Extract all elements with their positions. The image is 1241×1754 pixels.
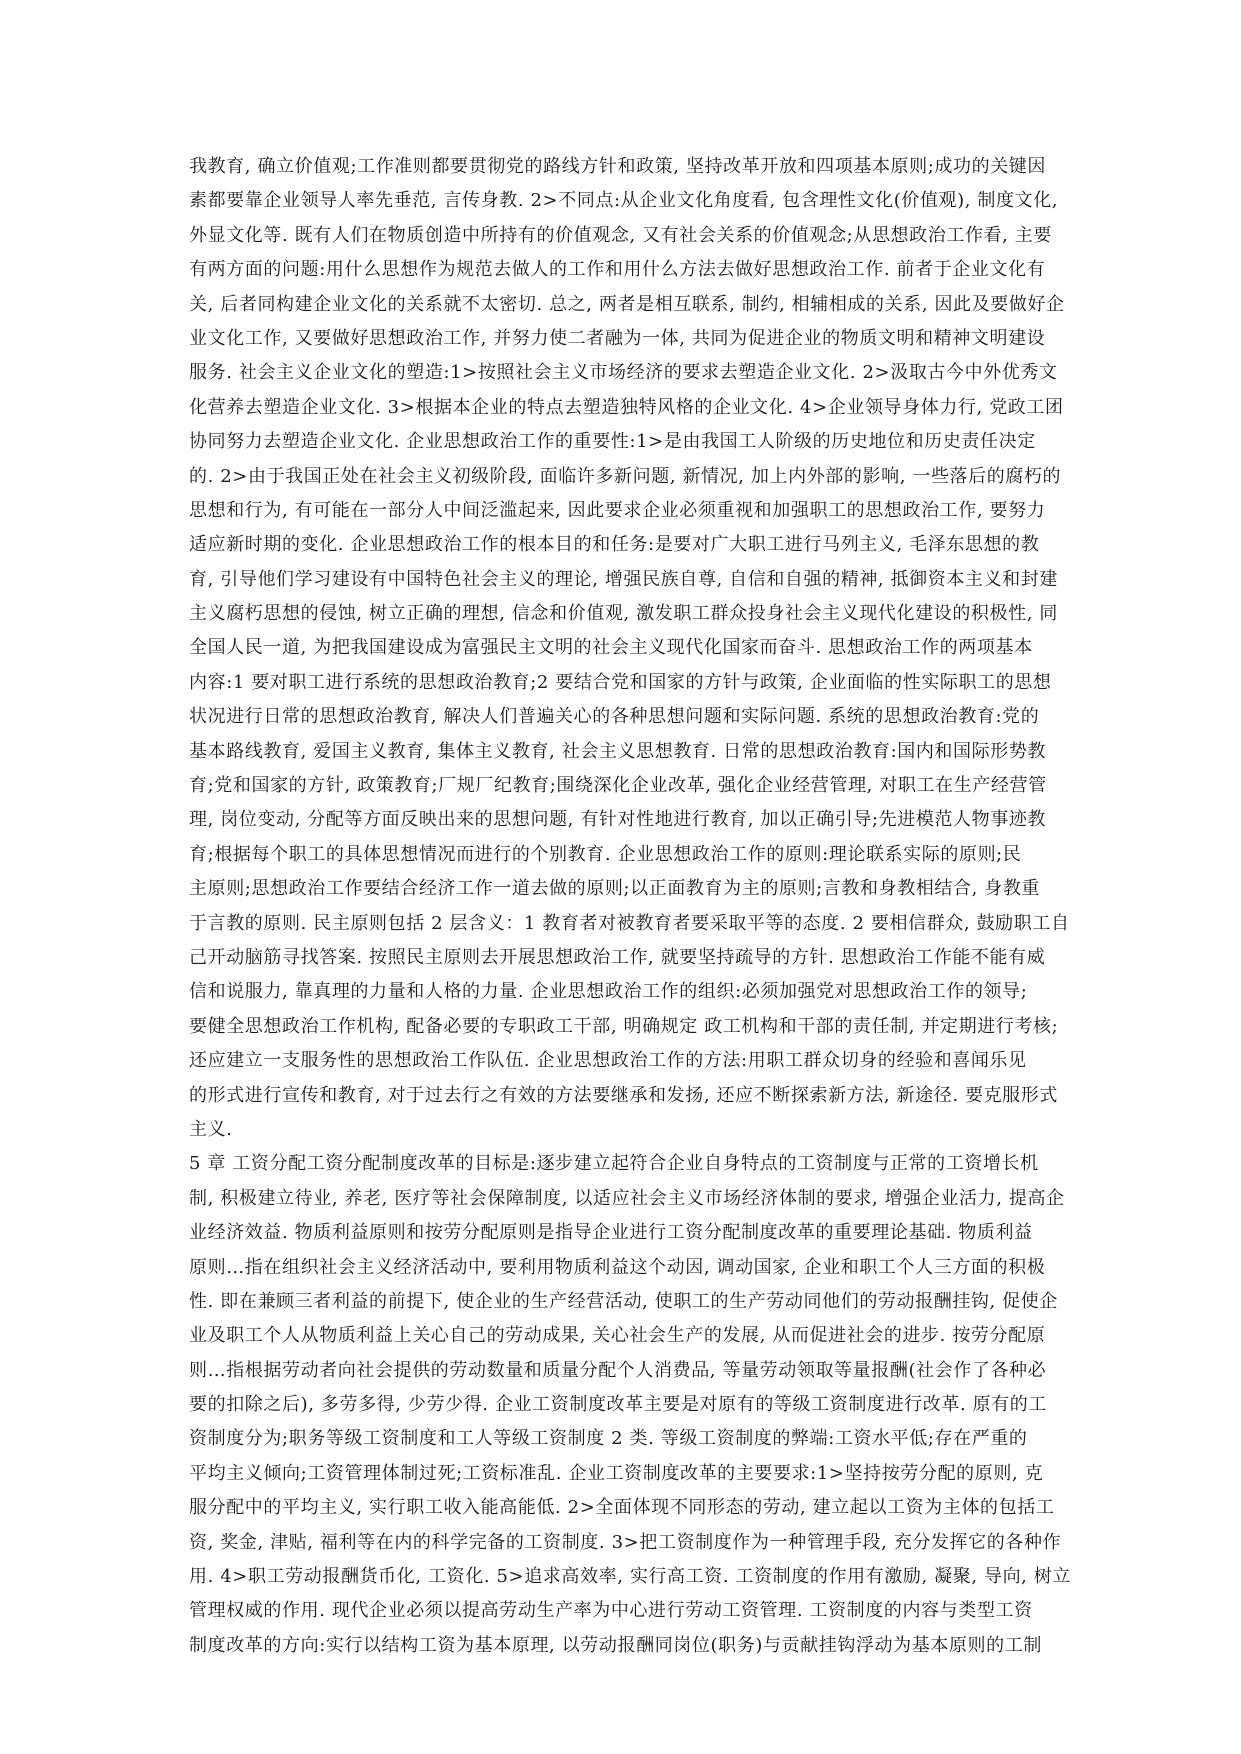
- paragraph-1-line: 的. 2>由于我国正处在社会主义初级阶段, 面临许多新问题, 新情况, 加上内外部的影响, 一些落后的腐朽的: [189, 465, 1062, 487]
- paragraph-1-line: 育;党和国家的方针, 政策教育;厂规厂纪教育;围绕深化企业改革, 强化企业经营管理, 对职工在生产经营管: [189, 775, 1047, 797]
- paragraph-2-line: 平均主义倾向;工资管理体制过死;工资标准乱. 企业工资制度改革的主要要求:1>坚持按劳分配的原则, 克: [189, 1462, 1044, 1484]
- paragraph-2-line: 性. 即在兼顾三者利益的前提下, 使企业的生产经营活动, 使职工的生产劳动同他们的劳动报酬挂钩, 促使企: [189, 1290, 1058, 1312]
- paragraph-2-line: 制度改革的方向:实行以结构工资为基本原理, 以劳动报酬同岗位(职务)与贡献挂钩浮动为基本原则的工制: [189, 1634, 1042, 1656]
- paragraph-2-line: 业经济效益. 物质利益原则和按劳分配原则是指导企业进行工资分配制度改革的重要理论基础. 物质利益: [189, 1222, 1033, 1244]
- paragraph-1-line: 有两方面的问题:用什么思想作为规范去做人的工作和用什么方法去做好思想政治工作. 前者于企业文化有: [189, 259, 1046, 281]
- paragraph-1-line: 适应新时期的变化. 企业思想政治工作的根本目的和任务:是要对广大职工进行马列主义, 毛泽东思想的教: [189, 534, 1040, 556]
- paragraph-1-line: 主义.: [189, 1118, 233, 1140]
- paragraph-1-line: 服务. 社会主义企业文化的塑造:1>按照社会主义市场经济的要求去塑造企业文化. 2>汲取古今中外优秀文: [189, 362, 1058, 384]
- paragraph-2-line: 则…指根据劳动者向社会提供的劳动数量和质量分配个人消费品, 等量劳动领取等量报酬(社会作了各种必: [189, 1359, 1047, 1381]
- paragraph-2-line: 管理权威的作用. 现代企业必须以提高劳动生产率为中心进行劳动工资管理. 工资制度的内容与类型工资: [189, 1600, 1033, 1622]
- paragraph-2-line: 要的扣除之后), 多劳多得, 少劳少得. 企业工资制度改革主要是对原有的等级工资制度进行改革. 原有的工: [189, 1394, 1047, 1416]
- paragraph-1-line: 要健全思想政治工作机构, 配备必要的专职政工干部, 明确规定 政工机构和干部的责任制, 并定期进行考核;: [189, 1015, 1059, 1037]
- paragraph-1-line: 于言教的原则. 民主原则包括 2 层含义：1 教育者对被教育者要采取平等的态度. 2 要相信群众, 鼓励职工自: [189, 912, 1070, 934]
- paragraph-1-line: 外显文化等. 既有人们在物质创造中所持有的价值观念, 又有社会关系的价值观念;从思想政治工作看, 主要: [189, 224, 1052, 246]
- paragraph-1-line: 思想和行为, 有可能在一部分人中间泛滥起来, 因此要求企业必须重视和加强职工的思想政治工作, 要努力: [189, 499, 1046, 521]
- paragraph-1-line: 化营养去塑造企业文化. 3>根据本企业的特点去塑造独特风格的企业文化. 4>企业领导身体力行, 党政工团: [189, 396, 1064, 418]
- paragraph-1-line: 协同努力去塑造企业文化. 企业思想政治工作的重要性:1>是由我国工人阶级的历史地位和历史责任决定: [189, 431, 1036, 453]
- paragraph-1-line: 状况进行日常的思想政治教育, 解决人们普遍关心的各种思想问题和实际问题. 系统的思想政治教育:党的: [189, 706, 1040, 728]
- paragraph-1-line: 还应建立一支服务性的思想政治工作队伍. 企业思想政治工作的方法:用职工群众切身的经验和喜闻乐见: [189, 1050, 1027, 1072]
- paragraph-1-line: 内容:1 要对职工进行系统的思想政治教育;2 要结合党和国家的方针与政策, 企业面临的性实际职工的思想: [189, 671, 1052, 693]
- paragraph-2-line: 服分配中的平均主义, 实行职工收入能高能低. 2>全面体现不同形态的劳动, 建立起以工资为主体的包括工: [189, 1497, 1055, 1519]
- paragraph-1-line: 主义腐朽思想的侵蚀, 树立正确的理想, 信念和价值观, 激发职工群众投身社会主义现代化建设的积极性, 同: [189, 603, 1058, 625]
- paragraph-2-line: 业及职工个人从物质利益上关心自己的劳动成果, 关心社会生产的发展, 从而促进社会的进步. 按劳分配原: [189, 1325, 1046, 1347]
- paragraph-2-line: 资, 奖金, 津贴, 福利等在内的科学完备的工资制度. 3>把工资制度作为一种管理手段, 充分发挥它的各种作: [189, 1531, 1062, 1553]
- paragraph-1-line: 素都要靠企业领导人率先垂范, 言传身教. 2>不同点:从企业文化角度看, 包含理性文化(价值观), 制度文化,: [189, 190, 1059, 212]
- paragraph-1-line: 信和说服力, 靠真理的力量和人格的力量. 企业思想政治工作的组织:必须加强党对思想政治工作的领导;: [189, 981, 1028, 1003]
- paragraph-1-line: 主原则;思想政治工作要结合经济工作一道去做的原则;以正面教育为主的原则;言教和身教相结合, 身教重: [189, 878, 1041, 900]
- paragraph-1-line: 我教育, 确立价值观;工作准则都要贯彻党的路线方针和政策, 坚持改革开放和四项基本原则;成功的关键因: [189, 156, 1047, 177]
- paragraph-1-line: 业文化工作, 又要做好思想政治工作, 并努力使二者融为一体, 共同为促进企业的物质文明和精神文明建设: [189, 327, 1046, 349]
- paragraph-2-line: 资制度分为;职务等级工资制度和工人等级工资制度 2 类. 等级工资制度的弊端:工资水平低;存在严重的: [189, 1428, 1028, 1450]
- paragraph-1-line: 的形式进行宣传和教育, 对于过去行之有效的方法要继承和发扬, 还应不断探索新方法, 新途径. 要克服形式: [189, 1084, 1058, 1106]
- paragraph-1-line: 己开动脑筋寻找答案. 按照民主原则去开展思想政治工作, 就要坚持疏导的方针. 思想政治工作能不能有威: [189, 946, 1046, 968]
- paragraph-1-line: 关, 后者同构建企业文化的关系就不太密切. 总之, 两者是相互联系, 制约, 相辅相成的关系, 因此及要做好企: [189, 293, 1065, 315]
- document-page: [189, 150, 1072, 1663]
- paragraph-1-line: 育, 引导他们学习建设有中国特色社会主义的理论, 增强民族自尊, 自信和自强的精神, 抵御资本主义和封建: [189, 568, 1058, 590]
- paragraph-1-line: 理, 岗位变动, 分配等方面反映出来的思想问题, 有针对性地进行教育, 加以正确引导;先进模范人物事迹教: [189, 809, 1047, 831]
- paragraph-1-line: 全国人民一道, 为把我国建设成为富强民主文明的社会主义现代化国家而奋斗. 思想政治工作的两项基本: [189, 637, 1033, 659]
- paragraph-1: [189, 150, 1069, 1147]
- paragraph-2-line: 制, 积极建立待业, 养老, 医疗等社会保障制度, 以适应社会主义市场经济体制的要求, 增强企业活力, 提高企: [189, 1187, 1065, 1209]
- paragraph-1-line: 育;根据每个职工的具体思想情况而进行的个别教育. 企业思想政治工作的原则:理论联系实际的原则;民: [189, 843, 1022, 865]
- paragraph-2-line: 原则…指在组织社会主义经济活动中, 要利用物质利益这个动因, 调动国家, 企业和职工个人三方面的积极: [189, 1256, 1046, 1278]
- paragraph-1-line: 基本路线教育, 爱国主义教育, 集体主义教育, 社会主义思想教育. 日常的思想政治教育:国内和国际形势教: [189, 740, 1047, 762]
- paragraph-2-line: 用. 4>职工劳动报酬货币化, 工资化. 5>追求高效率, 实行高工资. 工资制度的作用有激励, 凝聚, 导向, 树立: [189, 1566, 1072, 1588]
- paragraph-2: [189, 1147, 1072, 1663]
- paragraph-2-line: 5 章 工资分配工资分配制度改革的目标是:逐步建立起符合企业自身特点的工资制度与正常的工资增长机: [189, 1153, 1039, 1175]
